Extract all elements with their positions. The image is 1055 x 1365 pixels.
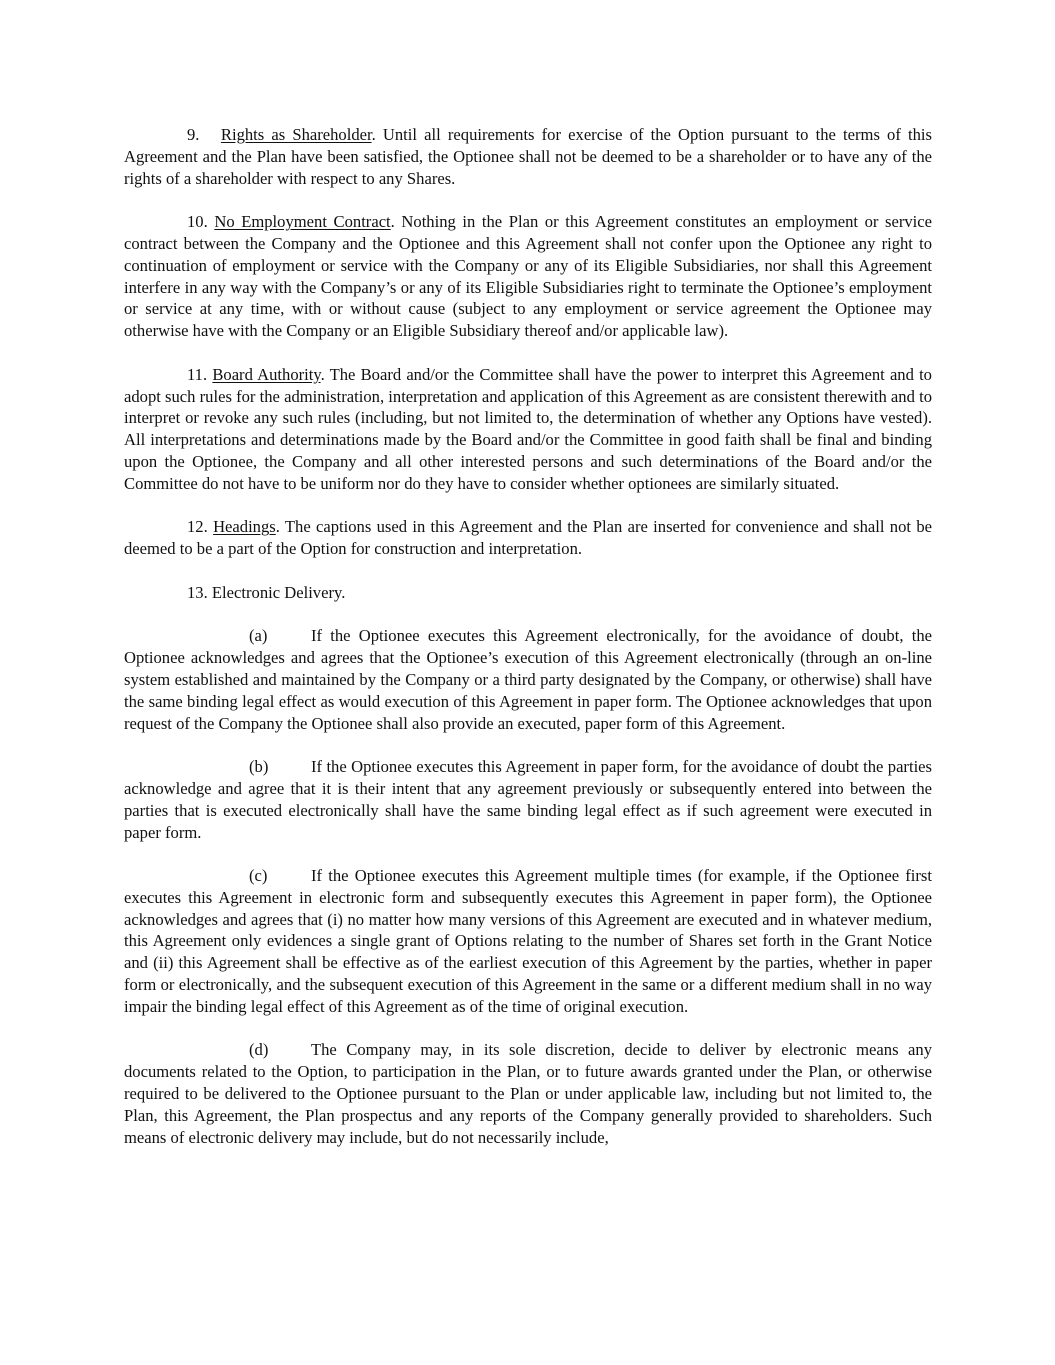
section-body: . The Board and/or the Committee shall have the power to interpret this Agreement and to adopt such rules for the administration, interpretation and application of this Agreement as are consistent therewith and to interpret or revoke any such rules (including, but not limited to, the determination of whether any Options have vested). All interpretations and determinations made by the Board and/or the Committee in good faith shall be final and binding upon the Optionee, the Company and all other interested persons and such determinations of the Board and/or the Committee do not have to be uniform nor do they have to consider whether optionees are similarly situated. xyxy=(124,364,932,493)
subsection-label: (d) xyxy=(249,1040,269,1060)
document-page xyxy=(124,124,932,1170)
section-body: . Until all requirements for exercise of the Option pursuant to the terms of this Agreement and the Plan have been satisfied, the Optionee shall not be deemed to be a shareholder or to have any of the rights of a shareholder with respect to any Shares. xyxy=(124,125,932,188)
section-number: 10. xyxy=(187,212,208,232)
section-heading: Electronic Delivery xyxy=(211,582,342,602)
section-heading: Board Authority xyxy=(212,364,321,384)
section-number: 13. xyxy=(187,582,208,602)
section-10 xyxy=(124,211,932,342)
subsection-label: (a) xyxy=(249,626,268,646)
subsection-text: The Company may, in its sole discretion, decide to deliver by electronic means any documents related to the Option, to participation in the Plan, or to future awards granted under the Plan, or otherwise required to be delivered to the Optionee pursuant to the Plan or under applicable law, including but not limited to, the Plan, this Agreement, the Plan prospectus and any reports of the Company generally provided to shareholders. Such means of electronic delivery may include, but do not necessarily include, xyxy=(124,1040,932,1147)
section-9 xyxy=(124,124,932,189)
subsection-text: If the Optionee executes this Agreement electronically, for the avoidance of doubt, the Optionee acknowledges and agrees that the Optionee’s execution of this Agreement electronically (through an on-line system established and maintained by the Company or a third party designated by the Company, or otherwise) shall have the same binding legal effect as would execution of this Agreement in paper form. The Optionee acknowledges that upon request of the Company the Optionee shall also provide an executed, paper form of this Agreement. xyxy=(124,626,932,733)
section-number: 9. xyxy=(187,125,200,144)
subsection-text: If the Optionee executes this Agreement in paper form, for the avoidance of doubt the parties acknowledge and agree that it is their intent that any agreement previously or subsequently entered into between the parties that is executed electronically shall have the same binding legal effect as if such agreement were executed in paper form. xyxy=(124,757,932,842)
subsection-c xyxy=(124,865,932,1018)
subsection-label: (c) xyxy=(249,866,268,886)
subsection-text: If the Optionee executes this Agreement multiple times (for example, if the Optionee first executes this Agreement in electronic form and subsequently executes this Agreement in paper form), the Optionee acknowledges and agrees that (i) no matter how many versions of this Agreement are executed and in whatever medium, this Agreement only evidences a single grant of Options relating to the number of Shares set forth in the Grant Notice and (ii) this Agreement shall be effective as of the earliest execution of this Agreement by the parties, whether in paper form or electronically, and the subsequent execution of this Agreement in the same or a different medium shall in no way impair the binding legal effect of this Agreement as of the time of original execution. xyxy=(124,866,932,1016)
section-11 xyxy=(124,364,932,495)
section-13 xyxy=(124,582,932,604)
section-heading: No Employment Contract xyxy=(214,212,391,232)
section-number: 12. xyxy=(187,517,208,537)
subsection-b xyxy=(124,756,932,843)
section-12 xyxy=(124,516,932,560)
subsection-label: (b) xyxy=(249,757,269,777)
section-body: . Nothing in the Plan or this Agreement constitutes an employment or service contract between the Company and the Optionee and this Agreement shall not confer upon the Optionee any right to continuation of employment or service with the Company or any of its Eligible Subsidiaries, nor shall this Agreement interfere in any way with the Company’s or any of its Eligible Subsidiaries right to terminate the Optionee’s employment or service at any time, with or without cause (subject to any employment or service agreement the Optionee may otherwise have with the Company or an Eligible Subsidiary thereof and/or applicable law). xyxy=(124,212,932,341)
subsection-d xyxy=(124,1039,932,1148)
section-heading: Headings xyxy=(213,517,276,537)
section-heading: Rights as Shareholder xyxy=(220,125,372,144)
section-number: 11. xyxy=(187,364,208,384)
section-body: . xyxy=(341,582,346,602)
subsection-a xyxy=(124,625,932,734)
section-body: . The captions used in this Agreement and the Plan are inserted for convenience and shall not be deemed to be a part of the Option for construction and interpretation. xyxy=(124,517,932,559)
